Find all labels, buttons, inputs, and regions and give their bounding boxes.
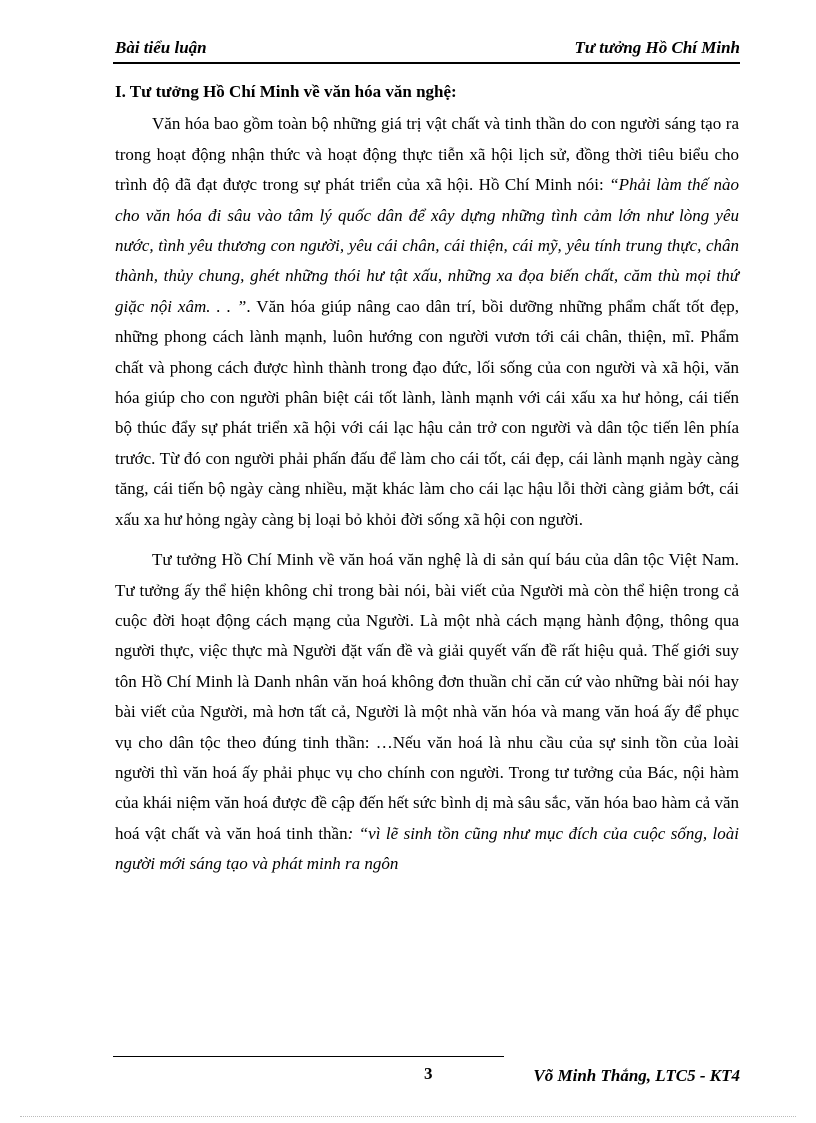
header-doc-type: Bài tiểu luận	[115, 38, 207, 57]
page-edge-divider	[20, 1116, 796, 1117]
section-heading: I. Tư tưởng Hồ Chí Minh về văn hóa văn nghệ:	[115, 82, 457, 101]
page-header	[113, 34, 740, 64]
header-subject: Tư tưởng Hồ Chí Minh	[574, 38, 740, 57]
paragraph-2-text: Tư tưởng Hồ Chí Minh về văn hoá văn nghệ là di sản quí báu của dân tộc Việt Nam. Tư tưởng ấy thể hiện không chỉ trong bài nói, bài viết của Người mà còn thể hiện trong cả cuộc đời hoạt động cách mạng của Người. Là một nhà cách mạng hành động, thông qua người thực, việc thực mà Người đặt vấn đề và giải quyết vấn đề rất hiệu quả. Thế giới suy tôn Hồ Chí Minh là Danh nhân văn hoá không đơn thuần chỉ căn cứ vào những bài nói hay bài viết của Người, mà hơn tất cả, Người là một nhà văn hóa và mang văn hoá ấy để phục vụ cho dân tộc theo đúng tinh thần: …Nếu văn hoá là nhu cầu của sự sinh tồn của loài người thì văn hoá ấy phải phục vụ cho chính con người. Trong tư tưởng của Bác, nội hàm của khái niệm văn hoá được đề cập đến hết sức bình dị mà sâu sắc, văn hóa bao hàm cả văn hoá vật chất và văn hoá tinh thần	[115, 550, 739, 843]
page-number: 3	[424, 1064, 433, 1083]
paragraph-1-text-start: Văn hóa bao gồm toàn bộ những giá trị vật chất và tinh thần do con người sáng tạo ra trong hoạt động nhận thức và hoạt động thực tiễn xã hội lịch sử, đồng thời tiêu biểu cho trình độ đã đạt được trong sự phát triển của xã hội. Hồ Chí Minh nói:	[115, 114, 739, 195]
paragraph-1-quote: “Phải làm thế nào cho văn hóa đi sâu vào tâm lý quốc dân để xây dựng những tình cảm lớn như lòng yêu nước, tình yêu thương con người, yêu cái chân, cái thiện, cái mỹ, yêu tính trung thực, chân thành, thủy chung, ghét những thói hư tật xấu, những xa đọa biến chất, căm thù mọi thứ giặc nội xâm. . . ”	[115, 175, 739, 316]
paragraph-1-text-end: . Văn hóa giúp nâng cao dân trí, bồi dưỡng những phẩm chất tốt đẹp, những phong cách lành mạnh, luôn hướng con người vươn tới cái chân, thiện, mĩ. Phẩm chất và phong cách được hình thành trong đạo đức, lối sống của con người và xã hội, văn hóa giúp cho con người phân biệt cái tốt lành, lành mạnh với cái xấu xa hư hỏng, cái tiến bộ thúc đẩy sự phát triển xã hội với cái lạc hậu cản trở con người và dân tộc tiến lên phía trước. Từ đó con người phải phấn đấu để làm cho cái tốt, cái đẹp, cái lành mạnh ngày càng tăng, cái tiến bộ ngày càng nhiều, mặt khác làm cho cái lạc hậu lỗi thời càng giảm bớt, cái xấu xa hư hỏng ngày càng bị loại bỏ khỏi đời sống xã hội con người.	[115, 296, 739, 529]
footer-divider	[113, 1056, 504, 1057]
paragraph-2-quote: : “vì lẽ sinh tồn cũng như mục đích của cuộc sống, loài người mới sáng tạo và phát minh ra ngôn	[115, 823, 739, 874]
document-body	[115, 77, 739, 880]
footer-author: Võ Minh Thắng, LTC5 - KT4	[533, 1066, 740, 1085]
paragraph-ho-chi-minh-thought	[115, 545, 739, 879]
paragraph-culture-definition	[115, 109, 739, 535]
